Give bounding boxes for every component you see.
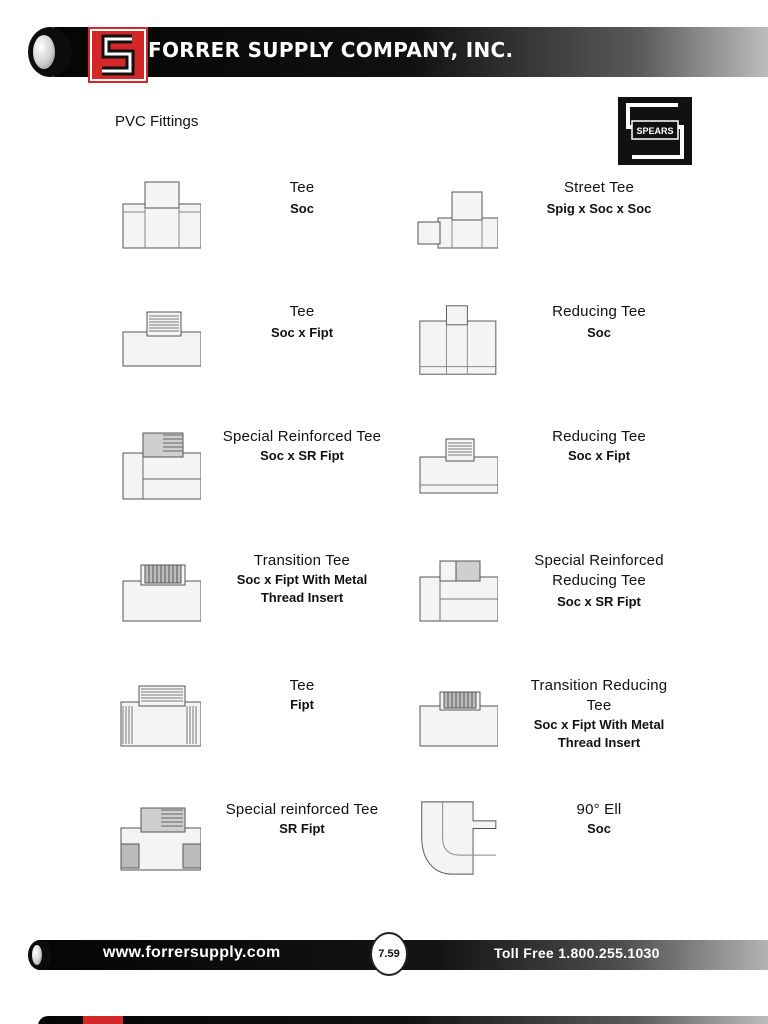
fitting-spec: Soc bbox=[587, 821, 611, 836]
transition-tee-icon bbox=[115, 551, 201, 627]
fitting-name: Special reinforced Tee bbox=[225, 801, 379, 818]
fitting-name: Reducing Tee bbox=[552, 303, 646, 320]
elbow-90-icon bbox=[412, 800, 498, 876]
fitting-spec: Soc x Fipt bbox=[567, 448, 631, 463]
footer-banner bbox=[28, 940, 768, 970]
fitting-spec: SR Fipt bbox=[279, 821, 325, 836]
fitting-name: Street Tee bbox=[563, 179, 635, 196]
fitting-spec: Soc x SR Fipt bbox=[260, 448, 344, 463]
fitting-spec: Soc bbox=[587, 325, 611, 340]
toll-free-phone: Toll Free 1.800.255.1030 bbox=[494, 945, 660, 961]
page-number: 7.59 bbox=[370, 932, 408, 976]
transition-reducing-tee-icon bbox=[412, 676, 498, 752]
fitting-name: Special Reinforced Reducing Tee bbox=[534, 552, 664, 589]
street-tee-icon bbox=[412, 178, 498, 254]
spears-logo bbox=[618, 97, 692, 165]
special-reinforced-tee-sr-fipt-icon bbox=[115, 800, 201, 876]
tee-soc-fipt-icon bbox=[115, 302, 201, 378]
special-reinforced-reducing-tee-icon bbox=[412, 551, 498, 627]
special-reinforced-tee-icon bbox=[115, 427, 201, 503]
header-banner bbox=[28, 27, 768, 77]
fitting-spec: Soc x Fipt bbox=[270, 325, 334, 340]
fitting-item bbox=[412, 551, 768, 651]
fitting-item bbox=[412, 178, 768, 278]
fitting-name: Tee bbox=[289, 677, 315, 694]
fitting-spec: Fipt bbox=[290, 697, 314, 712]
fitting-spec: Spig x Soc x Soc bbox=[546, 201, 652, 216]
reducing-tee-soc-icon bbox=[412, 302, 498, 378]
fitting-name: Transition Reducing Tee bbox=[530, 677, 668, 714]
fitting-name: Reducing Tee bbox=[552, 428, 646, 445]
pipe-end-icon bbox=[28, 940, 52, 970]
fitting-spec: Soc x Fipt With Metal Thread Insert bbox=[236, 572, 368, 605]
fitting-name: Tee bbox=[289, 179, 315, 196]
fitting-item bbox=[412, 800, 768, 900]
fitting-item bbox=[412, 676, 768, 776]
fitting-name: 90° Ell bbox=[576, 801, 622, 818]
pipe-end-icon bbox=[28, 27, 72, 77]
next-page-header-peek bbox=[28, 1016, 768, 1024]
section-title: PVC Fittings bbox=[115, 113, 199, 130]
fitting-name: Tee bbox=[289, 303, 315, 320]
fitting-spec: Soc x SR Fipt bbox=[557, 594, 641, 609]
forrer-s-logo-icon bbox=[88, 27, 148, 83]
reducing-tee-fipt-icon bbox=[412, 427, 498, 503]
fitting-name: Transition Tee bbox=[253, 552, 351, 569]
spears-logo-text: SPEARS bbox=[636, 126, 674, 136]
fitting-name: Special Reinforced Tee bbox=[222, 428, 382, 445]
fitting-spec: Soc x Fipt With Metal Thread Insert bbox=[533, 717, 665, 750]
website-link[interactable]: www.forrersupply.com bbox=[103, 944, 281, 961]
fitting-item bbox=[412, 302, 768, 402]
tee-fipt-icon bbox=[115, 676, 201, 752]
company-name: FORRER SUPPLY COMPANY, INC. bbox=[148, 38, 514, 62]
tee-soc-icon bbox=[115, 178, 201, 254]
fitting-item bbox=[412, 427, 768, 527]
fitting-spec: Soc bbox=[290, 201, 314, 216]
